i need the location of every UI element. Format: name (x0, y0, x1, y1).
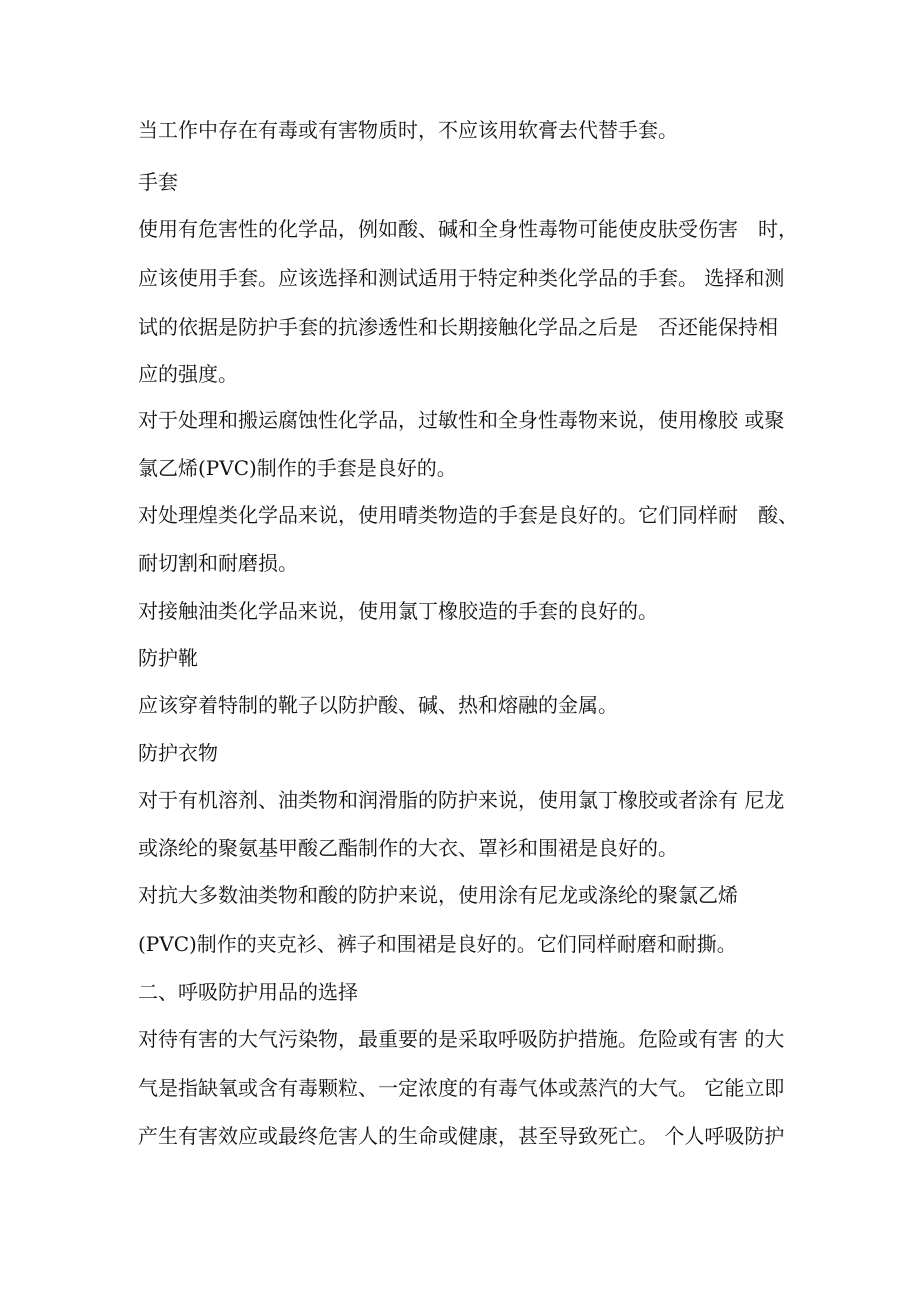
text-line: 气是指缺氧或含有毒颗粒、一定浓度的有毒气体或蒸汽的大气。 它能立即 (138, 1076, 785, 1100)
text-line: 当工作中存在有毒或有害物质时，不应该用软膏去代替手套。 (138, 118, 678, 142)
text-line: 对抗大多数油类物和酸的防护来说，使用涂有尼龙或涤纶的聚氯乙烯 (138, 883, 738, 907)
section-heading: 手套 (138, 170, 178, 194)
text-line: 对于有机溶剂、油类物和润滑脂的防护来说，使用氯丁橡胶或者涂有 尼龙 (138, 788, 785, 812)
text-line: 耐切割和耐磨损。 (138, 551, 298, 575)
text-line: 试的依据是防护手套的抗渗透性和长期接触化学品之后是 否还能保持相 (138, 315, 778, 339)
section-heading: 防护衣物 (138, 741, 218, 765)
text-line: (PVC)制作的夹克衫、裤子和围裙是良好的。它们同样耐磨和耐撕。 (138, 932, 737, 956)
text-line: 产生有害效应或最终危害人的生命或健康，甚至导致死亡。 个人呼吸防护 (138, 1124, 785, 1148)
text-line: 应的强度。 (138, 362, 238, 386)
text-line: 应该使用手套。应该选择和测试适用于特定种类化学品的手套。 选择和测 (138, 266, 785, 290)
text-line: 对待有害的大气污染物，最重要的是采取呼吸防护措施。危险或有害 的大 (138, 1027, 785, 1051)
text-line: 应该穿着特制的靴子以防护酸、碱、热和熔融的金属。 (138, 693, 618, 717)
text-line: 氯乙烯(PVC)制作的手套是良好的。 (138, 456, 457, 480)
section-heading: 防护靴 (138, 646, 198, 670)
text-line: 对处理煌类化学品来说，使用晴类物造的手套是良好的。它们同样耐 酸、 (138, 503, 798, 527)
text-line: 使用有危害性的化学品，例如酸、碱和全身性毒物可能使皮肤受伤害 时， (138, 217, 798, 241)
text-line: 或涤纶的聚氨基甲酸乙酯制作的大衣、罩衫和围裙是良好的。 (138, 836, 678, 860)
text-line: 对于处理和搬运腐蚀性化学品，过敏性和全身性毒物来说，使用橡胶 或聚 (138, 408, 785, 432)
text-line: 对接触油类化学品来说，使用氯丁橡胶造的手套的良好的。 (138, 599, 658, 623)
section-heading: 二、呼吸防护用品的选择 (138, 980, 358, 1004)
